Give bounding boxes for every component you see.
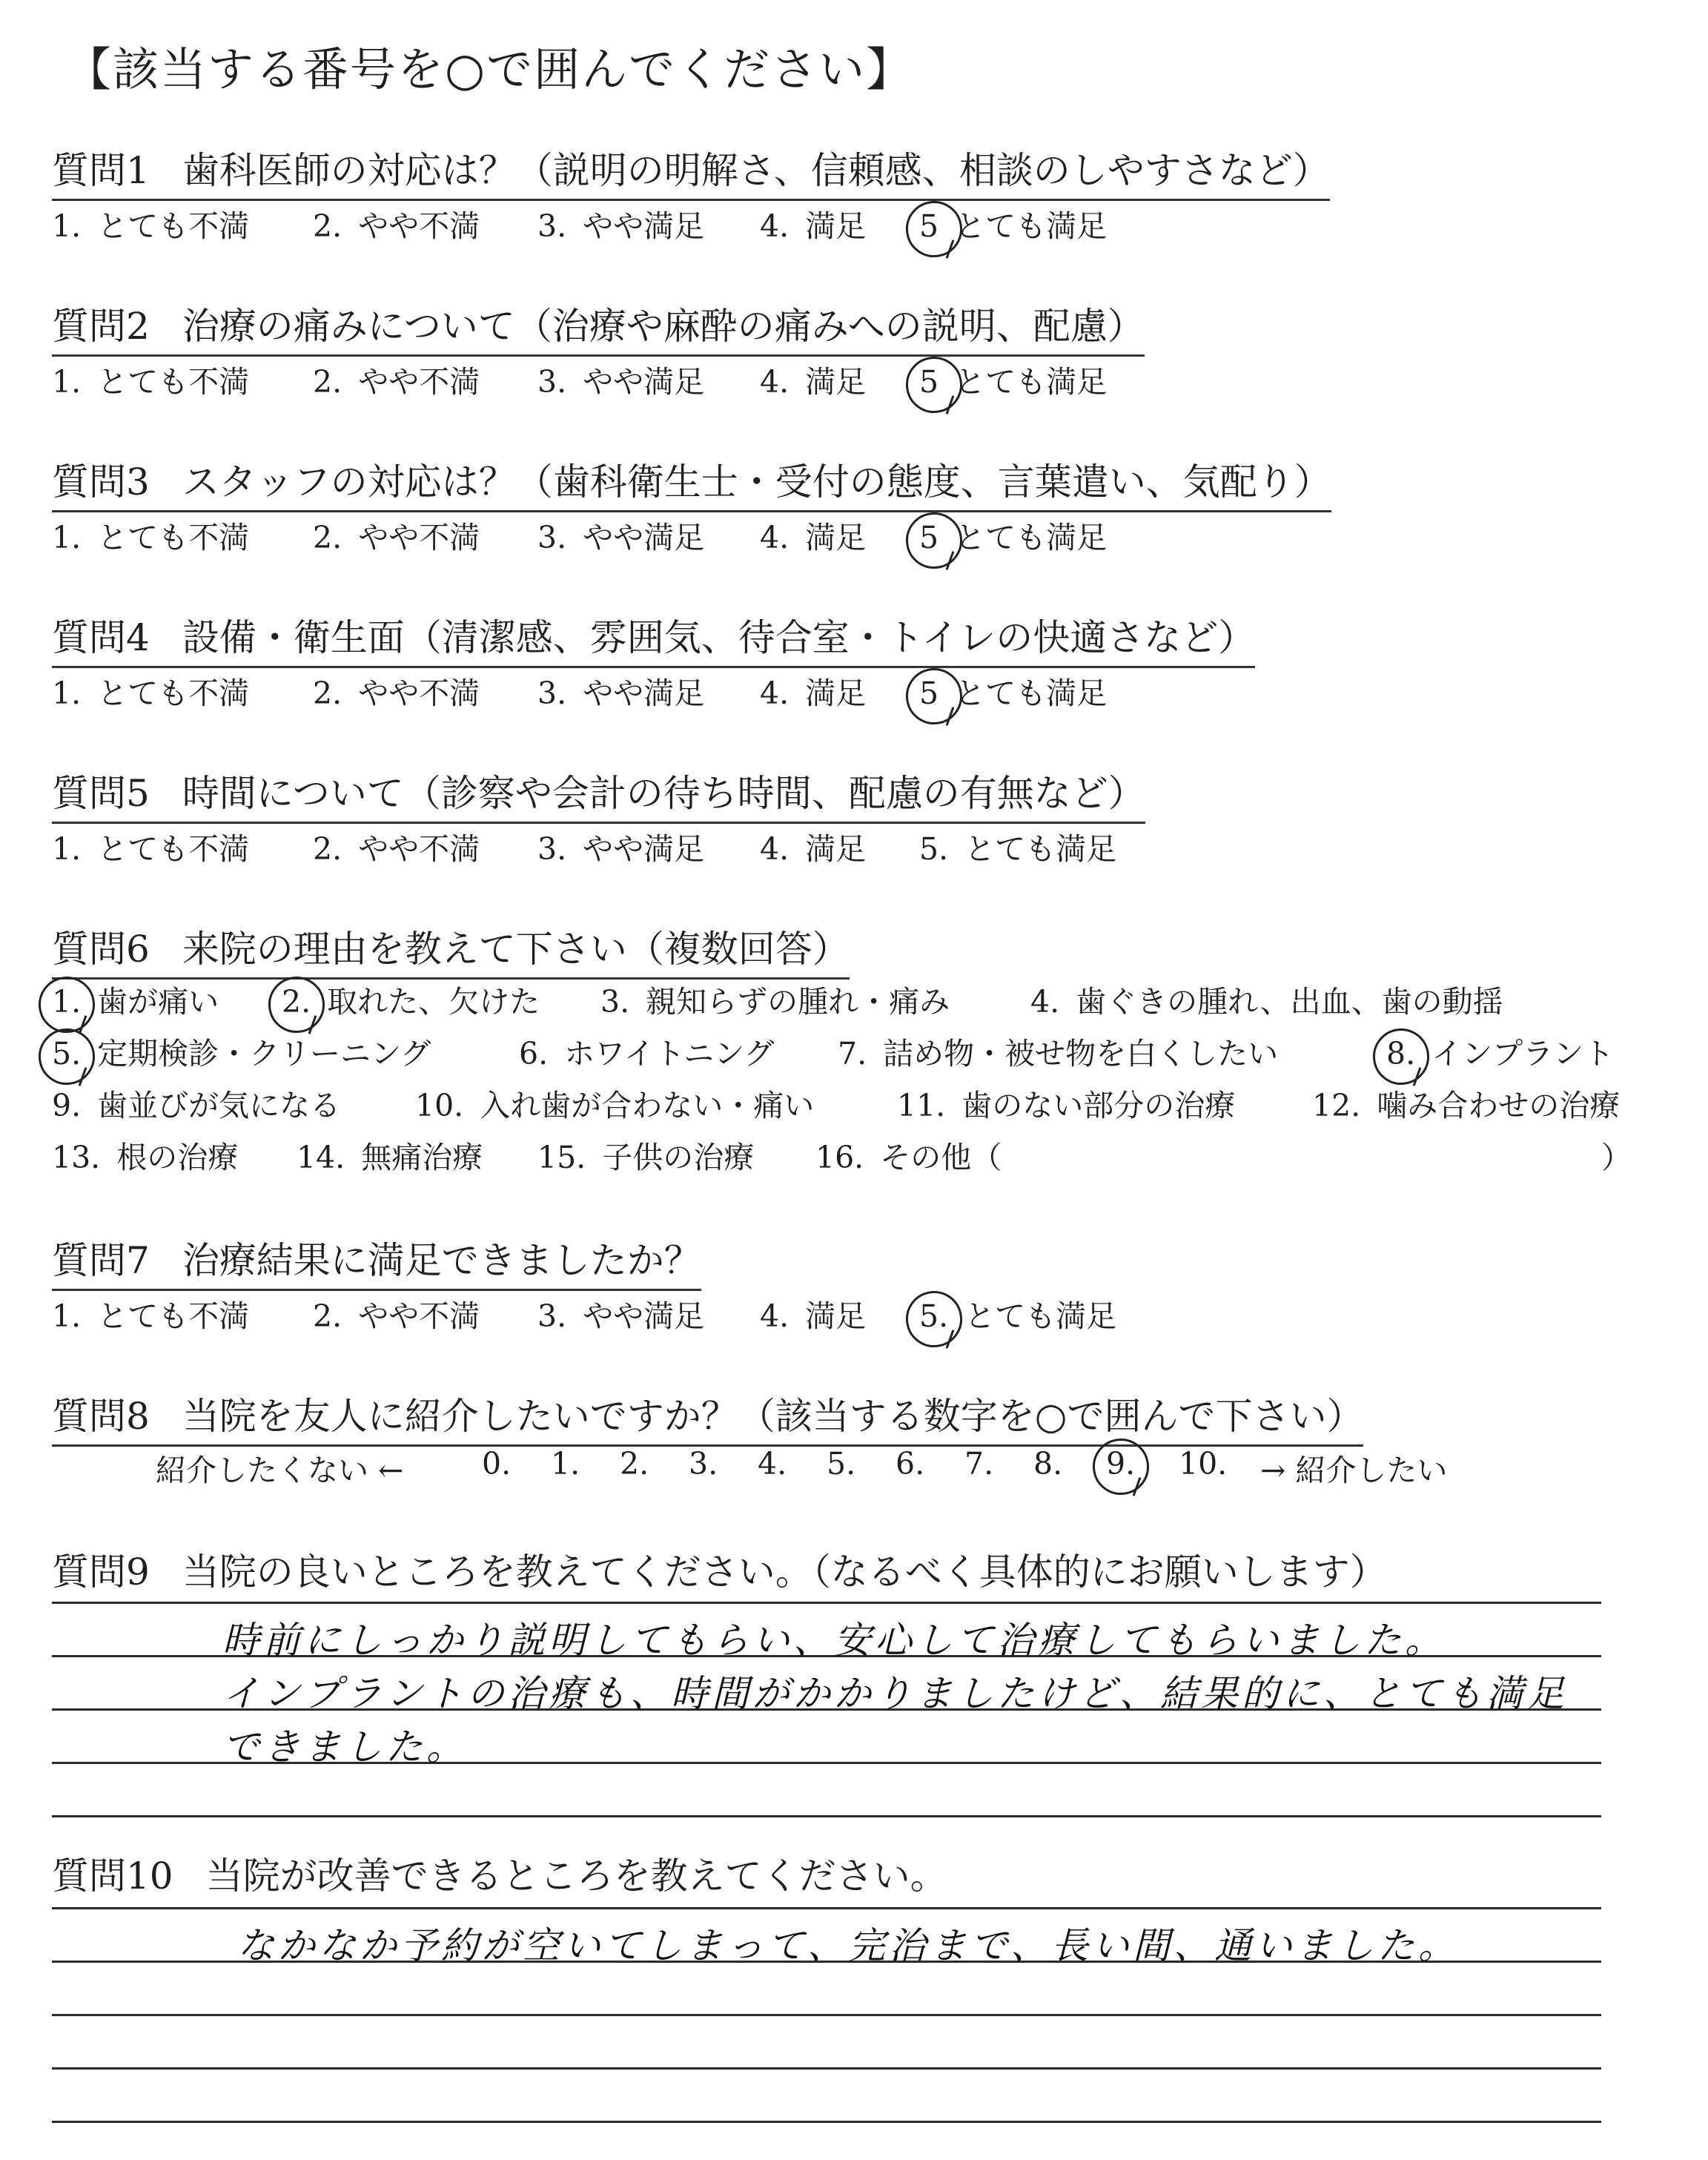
question-6-text: 来院の理由を教えて下さい（複数回答） xyxy=(182,928,850,971)
answer-rule-line xyxy=(52,2121,1601,2123)
reason-number[interactable]: 8. xyxy=(1386,1036,1416,1071)
option-label: やや不満 xyxy=(358,831,480,867)
question-9-heading xyxy=(52,1542,1387,1600)
question-4-heading xyxy=(52,608,1255,668)
answer-rule-line xyxy=(52,2067,1601,2070)
reason-text: 噛み合わせの治療 xyxy=(1377,1088,1621,1123)
option-label: とても満足 xyxy=(955,364,1108,400)
selected-scale-item[interactable]: 9. xyxy=(1106,1446,1136,1482)
option-label: やや満足 xyxy=(583,520,705,555)
scale-item[interactable]: 8. xyxy=(1033,1446,1063,1482)
scale-item[interactable]: 7. xyxy=(964,1446,994,1482)
reason-text: 根の治療 xyxy=(116,1140,239,1175)
question-10-text: 当院が改善できるところを教えてください。 xyxy=(205,1855,947,1898)
option-label: やや不満 xyxy=(358,1298,480,1334)
answer-rule-line xyxy=(52,1907,1601,1909)
selected-option-number[interactable]: 5 xyxy=(919,676,939,711)
question-3-text: スタッフの対応は？（歯科衛生士・受付の態度、言葉遣い、気配り） xyxy=(182,460,1331,503)
option-label: 満足 xyxy=(805,831,867,867)
option-label: やや不満 xyxy=(358,520,480,555)
question-8-heading xyxy=(52,1387,1363,1447)
answer-rule-line xyxy=(52,1815,1601,1817)
option-label: やや満足 xyxy=(583,208,705,244)
reason-number[interactable]: 12. xyxy=(1312,1088,1361,1123)
option-label: 満足 xyxy=(805,676,867,711)
question-3-heading xyxy=(52,452,1331,512)
selected-option-number[interactable]: 5. xyxy=(919,1298,949,1334)
question-2-text: 治療の痛みについて（治療や麻酔の痛みへの説明、配慮） xyxy=(182,305,1145,348)
option-number[interactable]: 4. xyxy=(760,831,790,867)
option-label: とても満足 xyxy=(964,1298,1117,1334)
reason-text: 歯並びが気になる xyxy=(97,1088,341,1123)
option-label: とても不満 xyxy=(97,1298,250,1334)
question-9-label: 質問9 xyxy=(52,1550,150,1593)
reason-number[interactable]: 15. xyxy=(537,1140,586,1175)
question-6-label: 質問6 xyxy=(52,928,150,971)
scale-item[interactable]: 0. xyxy=(482,1446,512,1482)
option-number[interactable]: 4. xyxy=(760,1298,790,1334)
option-number[interactable]: 4. xyxy=(760,208,790,244)
q9-handwritten-line-1: 時前にしっかり説明してもらい、安心して治療してもらいました。 xyxy=(222,1619,1446,1662)
option-number[interactable]: 1. xyxy=(52,208,82,244)
q9-handwritten-line-2: インプラントの治療も、時間がかかりましたけど、結果的に、とても満足 xyxy=(222,1672,1568,1715)
reason-number[interactable]: 7. xyxy=(838,1036,867,1071)
q10-handwritten-line-1: なかなか予約が空いてしまって、完治まで、長い間、通いました。 xyxy=(237,1924,1459,1967)
scale-item[interactable]: 10. xyxy=(1179,1446,1228,1482)
reason-number[interactable]: 9. xyxy=(52,1088,82,1123)
option-label: とても不満 xyxy=(97,520,250,555)
option-number[interactable]: 5. xyxy=(919,831,949,867)
question-5-heading xyxy=(52,764,1145,824)
option-number[interactable]: 4. xyxy=(760,676,790,711)
option-number[interactable]: 3. xyxy=(537,208,567,244)
reason-text: インプラント xyxy=(1431,1036,1615,1071)
option-label: やや満足 xyxy=(583,1298,705,1334)
question-5-text: 時間について（診察や会計の待ち時間、配慮の有無など） xyxy=(182,772,1145,815)
option-number[interactable]: 4. xyxy=(760,364,790,400)
question-6-heading xyxy=(52,919,850,980)
scale-left-label: 紹介したくない ← xyxy=(156,1453,404,1488)
option-number[interactable]: 1. xyxy=(52,1298,82,1334)
option-label: やや満足 xyxy=(583,831,705,867)
question-10-label: 質問10 xyxy=(52,1855,173,1898)
reason-number[interactable]: 4. xyxy=(1030,984,1060,1020)
selected-option-number[interactable]: 5 xyxy=(919,520,939,555)
other-close-paren: ） xyxy=(1601,1140,1632,1175)
reason-text: 子供の治療 xyxy=(602,1140,755,1175)
option-number[interactable]: 3. xyxy=(537,676,567,711)
reason-text: 無痛治療 xyxy=(361,1140,483,1175)
reason-text: 詰め物・被せ物を白くしたい xyxy=(883,1036,1279,1071)
option-number[interactable]: 4. xyxy=(760,520,790,555)
reason-number[interactable]: 6. xyxy=(519,1036,549,1071)
question-1-label: 質問1 xyxy=(52,149,150,192)
option-number[interactable]: 1. xyxy=(52,364,82,400)
option-number[interactable]: 2. xyxy=(313,1298,342,1334)
option-number[interactable]: 1. xyxy=(52,831,82,867)
option-label: とても不満 xyxy=(97,208,250,244)
question-3-label: 質問3 xyxy=(52,460,150,503)
option-label: とても満足 xyxy=(964,831,1117,867)
option-label: とても不満 xyxy=(97,676,250,711)
option-number[interactable]: 2. xyxy=(313,831,342,867)
option-label: とても不満 xyxy=(97,831,250,867)
question-2-heading xyxy=(52,297,1145,357)
option-label: 満足 xyxy=(805,1298,867,1334)
scale-item[interactable]: 4. xyxy=(758,1446,787,1482)
question-7-heading xyxy=(52,1231,701,1291)
reason-number[interactable]: 13. xyxy=(52,1140,101,1175)
option-number[interactable]: 2. xyxy=(313,520,342,555)
option-label: とても満足 xyxy=(955,520,1108,555)
question-4-text: 設備・衛生面（清潔感、雰囲気、待合室・トイレの快適さなど） xyxy=(182,616,1256,659)
reason-number[interactable]: 10. xyxy=(415,1088,464,1123)
question-8-label: 質問8 xyxy=(52,1395,150,1438)
option-number[interactable]: 3. xyxy=(537,831,567,867)
selected-option-number[interactable]: 5 xyxy=(919,364,939,400)
option-label: やや不満 xyxy=(358,676,480,711)
option-label: とても不満 xyxy=(97,364,250,400)
scale-item[interactable]: 2. xyxy=(620,1446,649,1482)
option-number[interactable]: 2. xyxy=(313,676,342,711)
reason-text: 歯ぐきの腫れ、出血、歯の動揺 xyxy=(1076,984,1503,1020)
option-label: やや満足 xyxy=(583,676,705,711)
option-number[interactable]: 3. xyxy=(537,520,567,555)
option-label: とても満足 xyxy=(955,676,1108,711)
option-label: やや不満 xyxy=(358,364,480,400)
reason-text: 定期検診・クリーニング xyxy=(97,1036,431,1071)
scale-item[interactable]: 3. xyxy=(689,1446,718,1482)
page-title: 【該当する番号を○で囲んでください】 xyxy=(65,42,914,96)
question-7-label: 質問7 xyxy=(52,1239,150,1282)
option-number[interactable]: 1. xyxy=(52,676,82,711)
question-5-label: 質問5 xyxy=(52,772,150,815)
scale-item[interactable]: 1. xyxy=(551,1446,580,1482)
question-10-heading xyxy=(52,1846,947,1904)
scale-item[interactable]: 6. xyxy=(896,1446,925,1482)
reason-number[interactable]: 11. xyxy=(897,1088,946,1123)
reason-text: 親知らずの腫れ・痛み xyxy=(646,984,950,1020)
option-number[interactable]: 1. xyxy=(52,520,82,555)
reason-text: 歯が痛い xyxy=(97,984,219,1020)
question-9-text: 当院の良いところを教えてください。（なるべく具体的にお願いします） xyxy=(182,1550,1387,1593)
reason-text: 入れ歯が合わない・痛い xyxy=(480,1088,815,1123)
reason-number[interactable]: 3. xyxy=(600,984,630,1020)
reason-text: 歯のない部分の治療 xyxy=(961,1088,1236,1123)
option-label: 満足 xyxy=(805,364,867,400)
question-1-heading xyxy=(52,141,1330,201)
reason-text: ホワイトニング xyxy=(564,1036,775,1071)
option-number[interactable]: 2. xyxy=(313,208,342,244)
question-1-text: 歯科医師の対応は？（説明の明解さ、信頼感、相談のしやすさなど） xyxy=(182,149,1330,192)
option-label: やや不満 xyxy=(358,208,480,244)
option-number[interactable]: 3. xyxy=(537,1298,567,1334)
answer-rule-line xyxy=(52,2014,1601,2016)
option-label: やや満足 xyxy=(583,364,705,400)
question-8-text: 当院を友人に紹介したいですか？（該当する数字を○で囲んで下さい） xyxy=(182,1395,1364,1438)
selected-option-number[interactable]: 5 xyxy=(919,208,939,244)
option-number[interactable]: 3. xyxy=(537,364,567,400)
scale-item[interactable]: 5. xyxy=(827,1446,856,1482)
reason-number[interactable]: 5. xyxy=(52,1036,82,1071)
reason-number[interactable]: 1. xyxy=(52,984,82,1020)
option-number[interactable]: 2. xyxy=(313,364,342,400)
answer-rule-line xyxy=(52,1602,1601,1604)
option-label: 満足 xyxy=(805,208,867,244)
question-2-label: 質問2 xyxy=(52,305,150,348)
scale-right-label: → 紹介したい xyxy=(1260,1453,1448,1488)
reason-number[interactable]: 14. xyxy=(297,1140,345,1175)
reason-number[interactable]: 16. xyxy=(815,1140,864,1175)
question-7-text: 治療結果に満足できましたか？ xyxy=(182,1239,701,1282)
reason-text: その他（ xyxy=(880,1140,1002,1175)
reason-number[interactable]: 2. xyxy=(282,984,311,1020)
question-4-label: 質問4 xyxy=(52,616,150,659)
option-label: 満足 xyxy=(805,520,867,555)
option-label: とても満足 xyxy=(955,208,1108,244)
q9-handwritten-line-3: できました。 xyxy=(222,1725,467,1768)
reason-text: 取れた、欠けた xyxy=(327,984,540,1020)
